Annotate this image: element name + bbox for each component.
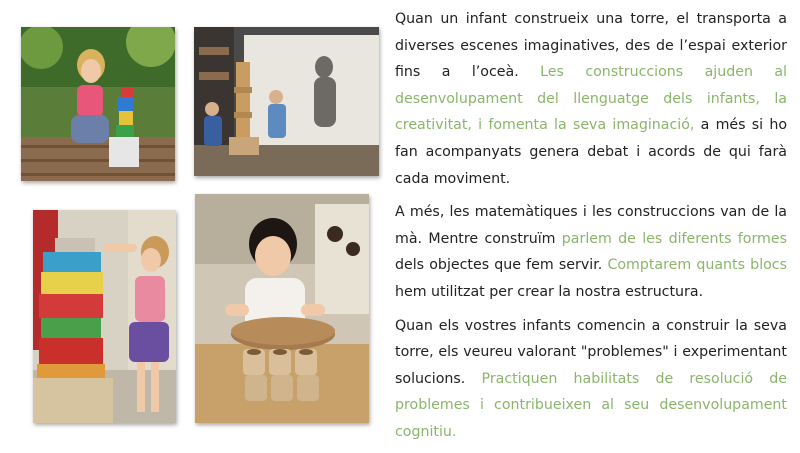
- highlighted-text: Comptarem quants blocs: [607, 257, 788, 274]
- photo-children-tower-shadow-projection: [194, 27, 379, 176]
- paragraph-2: [395, 199, 787, 305]
- paragraph-1: [395, 6, 787, 192]
- text-segment: Quan un infant construeix una torre, el transporta a diverses escenes imaginatives, des de l’espai exterior fins a l’oceà.: [395, 11, 787, 81]
- photo-girl-stacking-blocks-outdoors: [21, 27, 175, 181]
- text-segment: a més si ho fan acompanyats genera debat i acords de qui farà cada moviment.: [395, 117, 788, 187]
- text-column: [395, 6, 787, 453]
- text-segment: hem utilitzat per crear la nostra estructura.: [395, 283, 704, 300]
- highlighted-text: Practiquen habilitats de resolució de problemes i contribueixen al seu desenvolupament cognitiu.: [395, 370, 787, 440]
- photo-toddler-cardboard-tube-tower: [195, 194, 369, 423]
- highlighted-text: parlem de les diferents formes: [561, 230, 787, 247]
- paragraph-3: [395, 313, 787, 446]
- text-segment: Quan els vostres infants comencin a construir la seva torre, els veureu valorant "problemes" i experimentant solucions.: [395, 317, 787, 387]
- text-segment: A més, les matemàtiques i les construccions van de la mà. Mentre construïm: [395, 204, 787, 247]
- text-segment: dels objectes que fem servir.: [395, 257, 608, 274]
- photo-girl-stacking-boxes-tower: [33, 210, 176, 423]
- highlighted-text: Les construccions ajuden al desenvolupament del llenguatge dels infants, la creativitat, i fomenta la seva imaginació,: [395, 64, 787, 134]
